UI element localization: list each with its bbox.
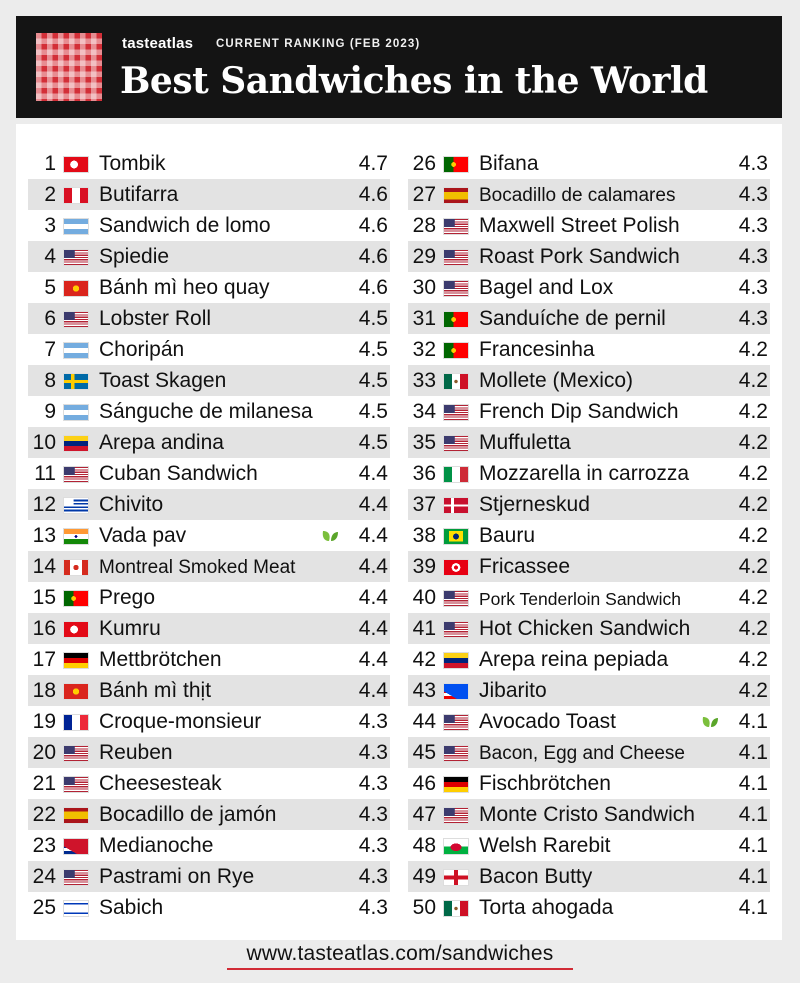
sandwich-name[interactable]: Bacon Butty [479,865,593,888]
ranking-row[interactable] [408,334,770,365]
rating-score: 4.4 [358,617,388,640]
sandwich-name[interactable]: Arepa andina [99,431,224,454]
rank-number: 3 [44,214,56,237]
rating-score: 4.2 [738,400,768,423]
rating-score: 4.3 [358,803,388,826]
ranking-row[interactable] [28,706,390,737]
rating-score: 4.3 [738,276,768,299]
rating-score: 4.6 [358,183,388,206]
rank-number: 26 [412,152,436,175]
ranking-row[interactable] [408,148,770,179]
ranking-row[interactable] [408,613,770,644]
ranking-row[interactable] [28,272,390,303]
ranking-row[interactable] [28,737,390,768]
sandwich-name[interactable]: Tombik [99,152,166,175]
flag-se-icon [63,373,89,390]
vegetarian-leaf-icon [321,529,339,543]
rank-number: 30 [412,276,436,299]
ranking-row[interactable] [28,365,390,396]
ranking-row[interactable] [408,489,770,520]
ranking-row[interactable] [28,179,390,210]
sandwich-name[interactable]: Jibarito [479,679,547,702]
ranking-row[interactable] [408,427,770,458]
ranking-row[interactable] [408,303,770,334]
ranking-row[interactable] [28,768,390,799]
rating-score: 4.6 [358,214,388,237]
flag-de-icon [63,652,89,669]
rank-number: 28 [412,214,436,237]
rank-number: 43 [412,679,436,702]
rating-score: 4.2 [738,524,768,547]
ranking-column-left [28,148,390,923]
rating-score: 4.2 [738,679,768,702]
flag-us-icon [63,311,89,328]
rank-number: 37 [412,493,436,516]
ranking-row[interactable] [408,210,770,241]
rank-number: 50 [412,896,436,919]
rank-number: 33 [412,369,436,392]
flag-us-icon [443,280,469,297]
flag-us-icon [63,249,89,266]
ranking-row[interactable] [28,241,390,272]
sandwich-name[interactable]: Vada pav [99,524,187,547]
sandwich-name[interactable]: Hot Chicken Sandwich [479,617,691,640]
ranking-row[interactable] [28,644,390,675]
flag-ar-icon [63,404,89,421]
rank-number: 25 [32,896,56,919]
rating-score: 4.3 [358,741,388,764]
rating-score: 4.1 [738,834,768,857]
sandwich-name[interactable]: Choripán [99,338,185,361]
rating-score: 4.5 [358,369,388,392]
sandwich-name[interactable]: Francesinha [479,338,595,361]
flag-in-icon [63,528,89,545]
rank-number: 36 [412,462,436,485]
rank-number: 47 [412,803,436,826]
sandwich-name[interactable]: Muffuletta [479,431,571,454]
flag-us-icon [443,807,469,824]
rank-number: 48 [412,834,436,857]
rating-score: 4.5 [358,431,388,454]
flag-us-icon [63,745,89,762]
ranking-row[interactable] [28,892,390,923]
sandwich-name[interactable]: Sánguche de milanesa [99,400,313,423]
rating-score: 4.5 [358,307,388,330]
ranking-row[interactable] [28,458,390,489]
ranking-row[interactable] [28,427,390,458]
flag-wales-icon [443,838,469,855]
rank-number: 8 [44,369,56,392]
rating-score: 4.3 [738,214,768,237]
rank-number: 18 [32,679,56,702]
rank-number: 5 [44,276,56,299]
brand-name: tasteatlas [122,35,194,52]
ranking-row[interactable] [28,675,390,706]
ranking-row[interactable] [28,303,390,334]
rank-number: 23 [32,834,56,857]
page-title: Best Sandwiches in the World [120,60,708,102]
rating-score: 4.5 [358,400,388,423]
flag-us-icon [443,218,469,235]
sandwich-name[interactable]: Toast Skagen [99,369,227,392]
ranking-row[interactable] [28,148,390,179]
flag-dk-icon [443,497,469,514]
rank-number: 2 [44,183,56,206]
sandwich-name[interactable]: Bánh mì heo quay [99,276,270,299]
rank-number: 10 [32,431,56,454]
rating-score: 4.7 [358,152,388,175]
rank-number: 12 [32,493,56,516]
ranking-row[interactable] [408,799,770,830]
rating-score: 4.2 [738,586,768,609]
sandwich-name[interactable]: Torta ahogada [479,896,614,919]
header-banner [16,16,782,118]
rank-number: 22 [32,803,56,826]
rating-score: 4.3 [738,152,768,175]
rank-number: 34 [412,400,436,423]
rank-number: 24 [32,865,56,888]
sandwich-name[interactable]: Pastrami on Rye [99,865,255,888]
sandwich-name[interactable]: Chivito [99,493,164,516]
flag-us-icon [63,776,89,793]
sandwich-name[interactable]: Bagel and Lox [479,276,614,299]
flag-us-icon [443,249,469,266]
flag-it-icon [443,466,469,483]
ranking-row[interactable] [408,706,770,737]
sandwich-name[interactable]: Kumru [99,617,161,640]
ranking-row[interactable] [408,272,770,303]
ranking-row[interactable] [408,644,770,675]
rating-score: 4.2 [738,648,768,671]
flag-pt-icon [443,156,469,173]
flag-vn-icon [63,683,89,700]
rank-number: 31 [412,307,436,330]
rating-score: 4.3 [358,772,388,795]
ranking-row[interactable] [28,861,390,892]
flag-us-icon [443,590,469,607]
sandwich-name[interactable]: Maxwell Street Polish [479,214,680,237]
flag-vn-icon [63,280,89,297]
ranking-row[interactable] [28,551,390,582]
footer-underline [227,968,573,970]
sandwich-name[interactable]: Sabich [99,896,164,919]
flag-ca-icon [63,559,89,576]
flag-england-icon [443,869,469,886]
flag-ve-icon [443,652,469,669]
rating-score: 4.2 [738,555,768,578]
ranking-row[interactable] [28,582,390,613]
sandwich-name[interactable]: Cuban Sandwich [99,462,258,485]
ranking-subtitle: CURRENT RANKING (FEB 2023) [216,38,421,50]
rating-score: 4.1 [738,803,768,826]
rating-score: 4.3 [358,834,388,857]
sandwich-name[interactable]: Croque-monsieur [99,710,262,733]
rating-score: 4.6 [358,245,388,268]
sandwich-name[interactable]: Lobster Roll [99,307,212,330]
flag-us-icon [443,714,469,731]
ranking-row[interactable] [408,737,770,768]
rating-score: 4.1 [738,865,768,888]
sandwich-name[interactable]: Arepa reina pepiada [479,648,669,671]
flag-us-icon [443,745,469,762]
rating-score: 4.1 [738,710,768,733]
ranking-row[interactable] [408,582,770,613]
sandwich-name[interactable]: Fricassee [479,555,571,578]
rank-number: 38 [412,524,436,547]
sandwich-name[interactable]: Roast Pork Sandwich [479,245,680,268]
rating-score: 4.4 [358,462,388,485]
rank-number: 29 [412,245,436,268]
rank-number: 19 [32,710,56,733]
flag-es-icon [443,187,469,204]
rating-score: 4.2 [738,338,768,361]
rating-score: 4.3 [358,865,388,888]
flag-pt-icon [443,342,469,359]
sandwich-name[interactable]: Prego [99,586,156,609]
flag-ar-icon [63,342,89,359]
ranking-row[interactable] [408,830,770,861]
flag-us-icon [443,435,469,452]
sandwich-name[interactable]: Mollete (Mexico) [479,369,634,392]
flag-pt-icon [443,311,469,328]
rating-score: 4.1 [738,741,768,764]
rating-score: 4.4 [358,555,388,578]
rank-number: 27 [412,183,436,206]
ranking-row[interactable] [408,458,770,489]
rating-score: 4.2 [738,431,768,454]
footer-url-link[interactable]: www.tasteatlas.com/sandwiches [246,942,554,965]
flag-br-icon [443,528,469,545]
rank-number: 17 [32,648,56,671]
flag-pt-icon [63,590,89,607]
flag-il-icon [63,900,89,917]
flag-pe-icon [63,187,89,204]
sandwich-name[interactable]: Mozzarella in carrozza [479,462,690,485]
vegetarian-leaf-icon [701,715,719,729]
sandwich-name[interactable]: Mettbrötchen [99,648,222,671]
rank-number: 4 [44,245,56,268]
rank-number: 40 [412,586,436,609]
rank-number: 1 [44,152,56,175]
ranking-row[interactable] [408,861,770,892]
rank-number: 13 [32,524,56,547]
ranking-row[interactable] [408,768,770,799]
rank-number: 46 [412,772,436,795]
flag-us-icon [443,404,469,421]
rank-number: 32 [412,338,436,361]
sandwich-name[interactable]: Bauru [479,524,536,547]
flag-mx-icon [443,900,469,917]
ranking-row[interactable] [408,520,770,551]
flag-us-icon [63,869,89,886]
flag-fr-icon [63,714,89,731]
rating-score: 4.2 [738,369,768,392]
rating-score: 4.1 [738,896,768,919]
rating-score: 4.5 [358,338,388,361]
ranking-row[interactable] [28,210,390,241]
sandwich-name[interactable]: Welsh Rarebit [479,834,611,857]
ranking-row[interactable] [408,396,770,427]
flag-de-icon [443,776,469,793]
rating-score: 4.4 [358,493,388,516]
sandwich-name[interactable]: Bocadillo de jamón [99,803,277,826]
sandwich-name[interactable]: Spiedie [99,245,170,268]
sandwich-name[interactable]: Reuben [99,741,173,764]
sandwich-name[interactable]: Bifana [479,152,539,175]
rank-number: 35 [412,431,436,454]
rank-number: 7 [44,338,56,361]
rank-number: 49 [412,865,436,888]
rating-score: 4.3 [738,183,768,206]
sandwich-name[interactable]: Medianoche [99,834,214,857]
rank-number: 42 [412,648,436,671]
rating-score: 4.2 [738,462,768,485]
flag-ve-icon [63,435,89,452]
rank-number: 16 [32,617,56,640]
sandwich-name[interactable]: Fischbrötchen [479,772,611,795]
ranking-row[interactable] [408,365,770,396]
rating-score: 4.2 [738,493,768,516]
ranking-row[interactable] [408,179,770,210]
flag-uy-icon [63,497,89,514]
sandwich-name[interactable]: Bacon, Egg and Cheese [479,743,685,764]
sandwich-name[interactable]: Bocadillo de calamares [479,185,676,206]
flag-pr-icon [443,683,469,700]
tablecloth-logo-icon [36,33,102,101]
ranking-row[interactable] [28,613,390,644]
sandwich-name[interactable]: Avocado Toast [479,710,616,733]
flag-ar-icon [63,218,89,235]
rank-number: 6 [44,307,56,330]
sandwich-name[interactable]: Sanduíche de pernil [479,307,666,330]
flag-us-icon [63,466,89,483]
rating-score: 4.4 [358,679,388,702]
ranking-row[interactable] [28,799,390,830]
rating-score: 4.4 [358,586,388,609]
ranking-column-right [408,148,770,923]
ranking-row[interactable] [28,830,390,861]
rating-score: 4.6 [358,276,388,299]
flag-tn-icon [443,559,469,576]
rank-number: 20 [32,741,56,764]
rank-number: 41 [412,617,436,640]
ranking-row[interactable] [408,892,770,923]
ranking-row[interactable] [408,675,770,706]
rating-score: 4.3 [738,307,768,330]
flag-tr-icon [63,621,89,638]
flag-tr-icon [63,156,89,173]
flag-cu-icon [63,838,89,855]
sandwich-name[interactable]: Monte Cristo Sandwich [479,803,695,826]
rank-number: 45 [412,741,436,764]
rating-score: 4.3 [358,896,388,919]
sandwich-name[interactable]: French Dip Sandwich [479,400,679,423]
sandwich-name[interactable]: Butifarra [99,183,179,206]
ranking-row[interactable] [28,334,390,365]
sandwich-name[interactable]: Sandwich de lomo [99,214,271,237]
rank-number: 9 [44,400,56,423]
rating-score: 4.2 [738,617,768,640]
sandwich-name[interactable]: Pork Tenderloin Sandwich [479,589,682,609]
ranking-row[interactable] [28,489,390,520]
rank-number: 11 [34,462,56,485]
rating-score: 4.3 [738,245,768,268]
ranking-row[interactable] [408,241,770,272]
ranking-row[interactable] [408,551,770,582]
sandwich-name[interactable]: Bánh mì thịt [99,679,212,702]
rating-score: 4.3 [358,710,388,733]
rank-number: 14 [32,555,56,578]
rank-number: 21 [32,772,56,795]
sandwich-name[interactable]: Stjerneskud [479,493,590,516]
sandwich-name[interactable]: Cheesesteak [99,772,222,795]
sandwich-name[interactable]: Montreal Smoked Meat [99,557,296,578]
ranking-row[interactable] [28,520,390,551]
rank-number: 44 [412,710,436,733]
rating-score: 4.4 [358,648,388,671]
flag-es-icon [63,807,89,824]
flag-us-icon [443,621,469,638]
rank-number: 39 [412,555,436,578]
rating-score: 4.4 [358,524,388,547]
ranking-row[interactable] [28,396,390,427]
rating-score: 4.1 [738,772,768,795]
flag-mx-icon [443,373,469,390]
rank-number: 15 [32,586,56,609]
